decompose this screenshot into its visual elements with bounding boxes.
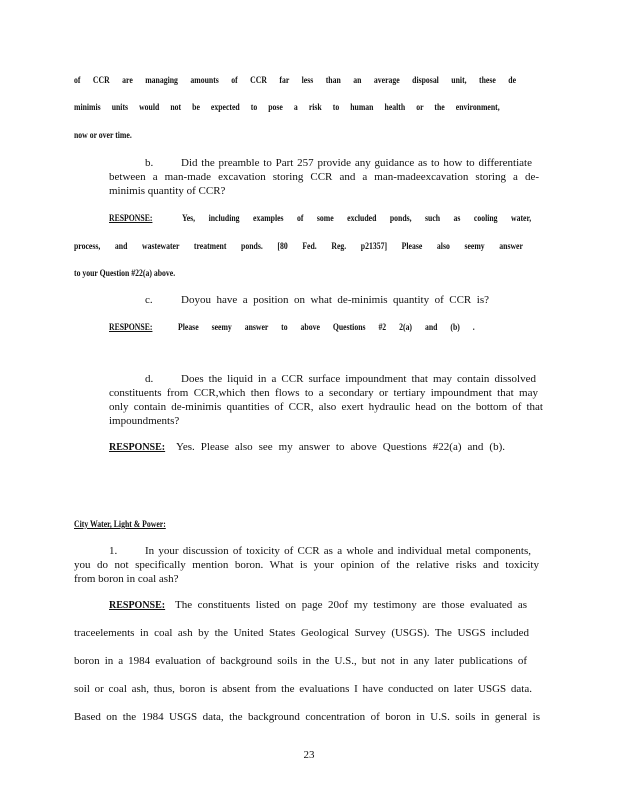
response-text: soil or coal ash, thus, boron is absent from the evaluations I have conducted on later USGS data. xyxy=(74,683,532,695)
question-text: impoundments? xyxy=(109,415,180,427)
question-marker: d. xyxy=(145,373,154,385)
response-text: Yes. Please also see my answer to above Questions #22(a) and (b). xyxy=(176,441,505,453)
question-marker: c. xyxy=(145,294,153,306)
response-text: boron in a 1984 evaluation of background soils in the U.S., but not in any later publications of xyxy=(74,655,527,667)
question-marker: 1. xyxy=(109,545,118,557)
question-text: only contain de-minimis quantities of CCR, also exert hydraulic head on the bottom of that xyxy=(109,401,543,413)
question-text: constituents from CCR,which then flows to a secondary or tertiary impoundment that may xyxy=(109,387,538,399)
response-label: RESPONSE: xyxy=(109,442,166,453)
response-text: Based on the 1984 USGS data, the background concentration of boron in U.S. soils in general is xyxy=(74,711,540,723)
question-text: from boron in coal ash? xyxy=(74,573,179,585)
response-label: RESPONSE: xyxy=(109,600,166,611)
response-text: to your Question #22(a) above. xyxy=(74,268,176,278)
response-text: process, and wastewater treatment ponds. [80 Fed. Reg. p21357] Please also seemy answer xyxy=(74,241,523,251)
response-label: RESPONSE: xyxy=(109,322,153,332)
page-number: 23 xyxy=(303,749,315,761)
body-line: now or over time. xyxy=(74,130,132,140)
response-text: The constituents listed on page 20of my testimony are those evaluated as xyxy=(175,599,527,611)
response-text: traceelements in coal ash by the United States Geological Survey (USGS). The USGS included xyxy=(74,627,529,639)
question-marker: b. xyxy=(145,157,154,169)
response-text: Please seemy answer to above Questions #2 2(a) and (b) . xyxy=(178,322,475,332)
question-text: Does the liquid in a CCR surface impoundment that may contain dissolved xyxy=(181,373,536,385)
question-text: minimis quantity of CCR? xyxy=(109,185,226,197)
body-line: of CCR are managing amounts of CCR far less than an average disposal unit, these de xyxy=(74,75,517,85)
question-text: Doyou have a position on what de-minimis quantity of CCR is? xyxy=(181,294,489,306)
section-heading: City Water, Light & Power: xyxy=(74,519,166,529)
question-text: Did the preamble to Part 257 provide any guidance as to how to differentiate xyxy=(181,157,532,169)
question-text: you do not specifically mention boron. What is your opinion of the relative risks and toxicity xyxy=(74,559,539,571)
response-label: RESPONSE: xyxy=(109,213,153,223)
body-line: minimis units would not be expected to pose a risk to human health or the environment, xyxy=(74,102,500,112)
question-text: between a man-made excavation storing CCR and a man-madeexcavation storing a de- xyxy=(109,171,539,183)
response-text: Yes, including examples of some excluded ponds, such as cooling water, xyxy=(182,213,532,223)
question-text: In your discussion of toxicity of CCR as a whole and individual metal components, xyxy=(145,545,531,557)
